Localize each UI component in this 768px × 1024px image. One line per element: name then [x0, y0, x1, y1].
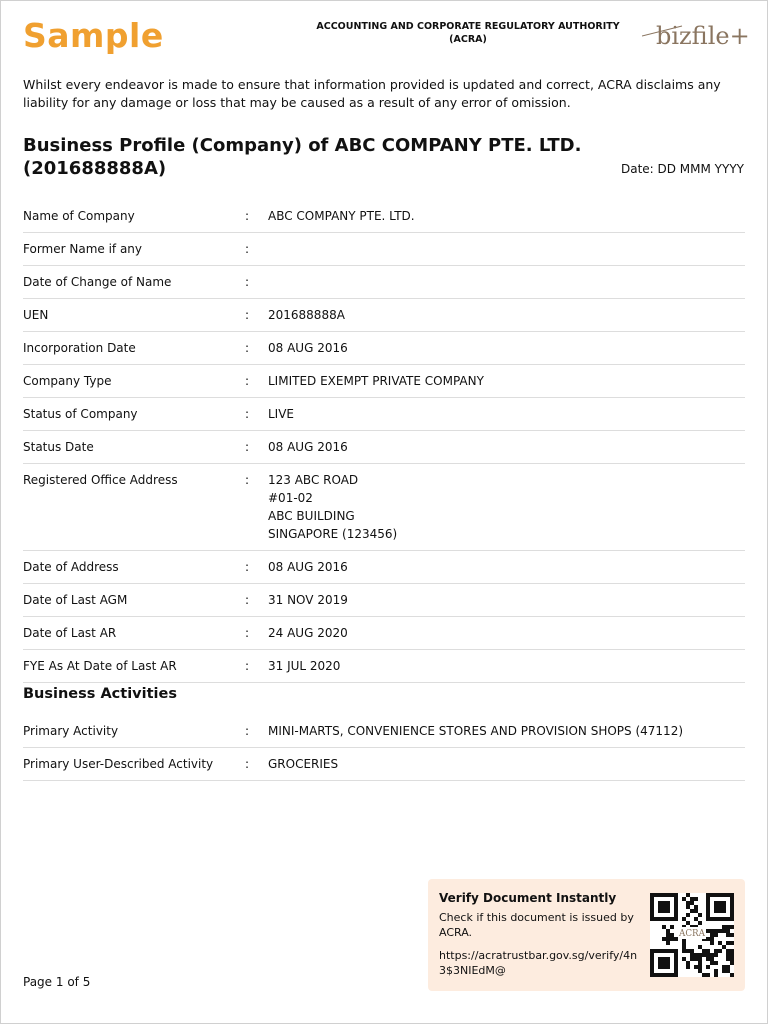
row-label: FYE As At Date of Last AR — [23, 659, 177, 673]
row-label: Date of Address — [23, 560, 119, 574]
business-activities-title: Business Activities — [23, 686, 177, 702]
disclaimer-text: Whilst every endeavor is made to ensure that information provided is updated and correct, ACRA disclaims any liability for any damage or loss that may be caused as a result of any error of omission. — [23, 77, 721, 110]
table-row — [23, 551, 745, 584]
row-value: 24 AUG 2020 — [268, 626, 348, 640]
row-label: Date of Last AR — [23, 626, 117, 640]
row-label: Primary Activity — [23, 724, 119, 738]
qr-code[interactable] — [650, 893, 734, 977]
row-label: Status of Company — [23, 407, 138, 421]
bizfile-logo-text: bizfile+ — [656, 22, 750, 50]
table-row — [23, 584, 745, 617]
table-row — [23, 398, 745, 431]
row-separator: : — [245, 275, 250, 289]
table-row — [23, 617, 745, 650]
table-row — [23, 715, 745, 748]
row-label: Date of Change of Name — [23, 275, 172, 289]
table-row — [23, 748, 745, 781]
row-separator: : — [245, 308, 250, 322]
document-date: Date: DD MMM YYYY — [620, 162, 744, 176]
table-row — [23, 200, 745, 233]
verify-description: Check if this document is issued by ACRA. — [439, 911, 634, 939]
row-separator: : — [245, 626, 250, 640]
qr-acra-label: ACRA — [678, 929, 706, 940]
row-label: Primary User-Described Activity — [23, 757, 214, 771]
verify-box — [428, 879, 745, 991]
row-value: 08 AUG 2016 — [268, 341, 348, 355]
verify-title: Verify Document Instantly — [439, 891, 617, 905]
row-value: 31 NOV 2019 — [268, 593, 348, 607]
row-separator: : — [245, 209, 250, 223]
row-label: Incorporation Date — [23, 341, 136, 355]
row-separator: : — [245, 242, 250, 256]
row-value: 123 ABC ROAD #01-02 ABC BUILDING SINGAPORE (123456) — [268, 473, 398, 541]
sample-watermark: Sample — [23, 16, 164, 55]
table-row — [23, 299, 745, 332]
authority-name-line: ACCOUNTING AND CORPORATE REGULATORY AUTHORITY — [316, 21, 620, 32]
row-value — [268, 240, 745, 258]
profile-table — [23, 200, 745, 683]
row-separator: : — [245, 560, 250, 574]
row-value: GROCERIES — [268, 757, 339, 771]
row-separator: : — [245, 659, 250, 673]
row-label: UEN — [23, 308, 49, 322]
row-value: 08 AUG 2016 — [268, 560, 348, 574]
page-title: Business Profile (Company) of ABC COMPANY PTE. LTD. (201688888A) — [23, 135, 582, 179]
row-label: Former Name if any — [23, 242, 143, 256]
table-row — [23, 431, 745, 464]
row-separator: : — [245, 374, 250, 388]
table-row — [23, 650, 745, 683]
row-label: Company Type — [23, 374, 112, 388]
verify-link[interactable]: https://acratrustbar.gov.sg/verify/4n3$3NIEdM@ — [439, 949, 638, 977]
row-separator: : — [245, 407, 250, 421]
row-separator: : — [245, 440, 250, 454]
row-value: LIMITED EXEMPT PRIVATE COMPANY — [268, 374, 484, 388]
table-row — [23, 365, 745, 398]
table-row — [23, 464, 745, 551]
row-label: Name of Company — [23, 209, 135, 223]
row-label: Status Date — [23, 440, 94, 454]
bizfile-logo — [642, 10, 754, 54]
page-number: Page 1 of 5 — [23, 975, 91, 989]
row-value: LIVE — [268, 407, 295, 421]
row-label: Registered Office Address — [23, 473, 178, 487]
row-separator: : — [245, 473, 250, 487]
row-value: 31 JUL 2020 — [268, 659, 341, 673]
row-separator: : — [245, 724, 250, 738]
table-row — [23, 233, 745, 266]
row-separator: : — [245, 757, 250, 771]
row-separator: : — [245, 341, 250, 355]
row-value: MINI-MARTS, CONVENIENCE STORES AND PROVISION SHOPS (47112) — [268, 724, 684, 738]
row-label: Date of Last AGM — [23, 593, 128, 607]
authority-abbr: (ACRA) — [449, 34, 487, 45]
row-value — [268, 273, 745, 291]
activities-table — [23, 715, 745, 781]
row-value: ABC COMPANY PTE. LTD. — [268, 209, 415, 223]
row-value: 201688888A — [268, 308, 345, 322]
row-separator: : — [245, 593, 250, 607]
table-row — [23, 266, 745, 299]
row-value: 08 AUG 2016 — [268, 440, 348, 454]
table-row — [23, 332, 745, 365]
authority-name — [308, 20, 628, 46]
